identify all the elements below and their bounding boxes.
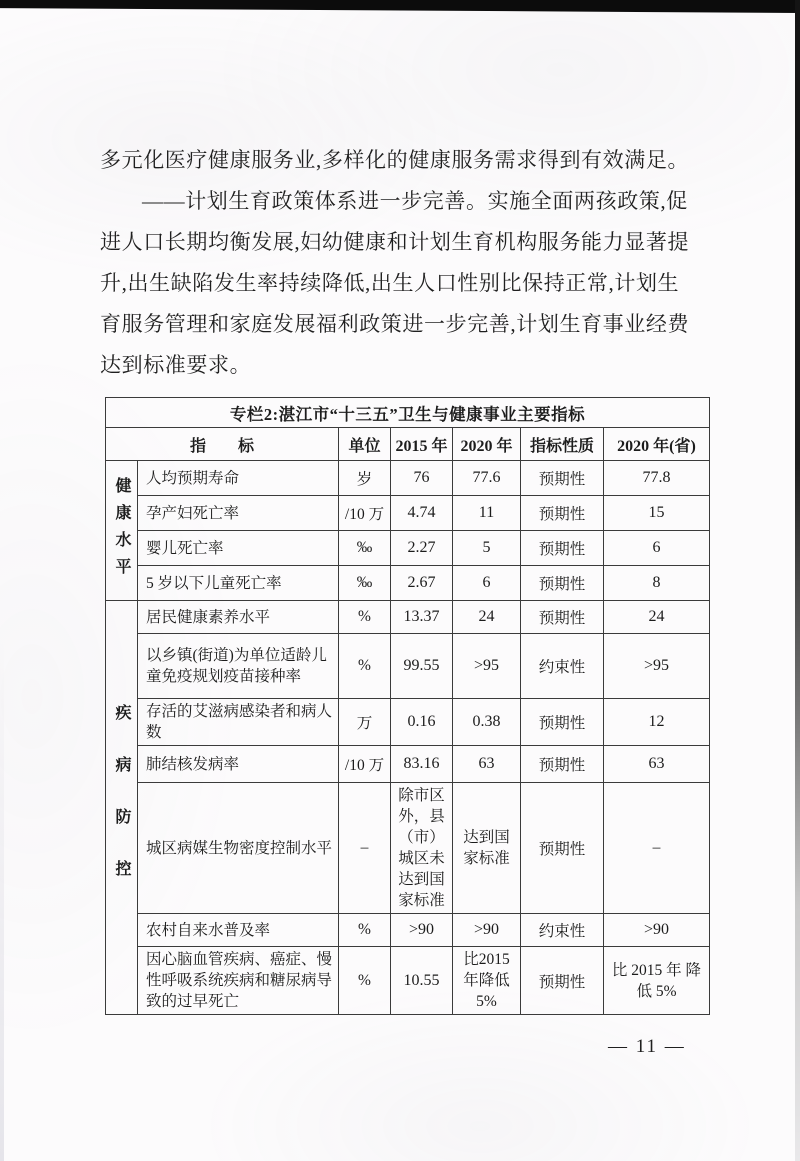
cell-indicator: 孕产妇死亡率 <box>138 496 339 531</box>
cell-province: 24 <box>604 601 710 634</box>
table-header-row <box>106 428 710 461</box>
table-row <box>106 531 710 566</box>
cell-province: 8 <box>604 566 710 601</box>
group-label: 疾病防控 <box>113 703 130 912</box>
cell-unit: ‰ <box>339 531 391 566</box>
cell-2015: >90 <box>391 914 453 947</box>
cell-2015: 10.55 <box>391 947 453 1015</box>
cell-indicator: 居民健康素养水平 <box>138 601 339 634</box>
cell-2015: 99.55 <box>391 634 453 699</box>
cell-2015: 13.37 <box>391 601 453 634</box>
cell-2015: 76 <box>391 461 453 496</box>
header-indicator: 指 标 <box>106 428 339 461</box>
cell-nature: 约束性 <box>521 914 604 947</box>
body-text <box>100 140 716 386</box>
cell-indicator: 以乡镇(街道)为单位适龄儿童免疫规划疫苗接种率 <box>138 634 339 699</box>
table-title-row <box>106 398 710 428</box>
cell-nature: 预期性 <box>521 746 604 783</box>
body-line: 育服务管理和家庭发展福利政策进一步完善,计划生育事业经费 <box>100 312 690 336</box>
cell-2020: 比2015 年降低 5% <box>453 947 521 1015</box>
cell-unit: % <box>339 601 391 634</box>
cell-province: 63 <box>604 746 710 783</box>
scan-artifact-top-edge <box>0 0 800 13</box>
table-row <box>106 947 710 1015</box>
cell-2020: 0.38 <box>453 699 521 746</box>
cell-2020: 77.6 <box>453 461 521 496</box>
cell-2015: 2.27 <box>391 531 453 566</box>
cell-province: 15 <box>604 496 710 531</box>
cell-2015: 4.74 <box>391 496 453 531</box>
group-cell-disease-control <box>106 601 138 1015</box>
cell-province: >95 <box>604 634 710 699</box>
cell-indicator: 婴儿死亡率 <box>138 531 339 566</box>
cell-province: – <box>604 783 710 914</box>
cell-unit: % <box>339 634 391 699</box>
cell-nature: 预期性 <box>521 699 604 746</box>
table-row <box>106 461 710 496</box>
cell-indicator: 存活的艾滋病感染者和病人数 <box>138 699 339 746</box>
page-number: — 11 — <box>608 1036 686 1057</box>
body-line: 达到标准要求。 <box>100 353 252 377</box>
cell-2015: 83.16 <box>391 746 453 783</box>
body-line: 进人口长期均衡发展,妇幼健康和计划生育机构服务能力显著提 <box>100 230 690 254</box>
body-line: 多元化医疗健康服务业,多样化的健康服务需求得到有效满足。 <box>100 148 690 172</box>
table-row <box>106 496 710 531</box>
group-label: 健康水平 <box>113 476 130 585</box>
cell-unit: ‰ <box>339 566 391 601</box>
table-row <box>106 699 710 746</box>
cell-2020: 6 <box>453 566 521 601</box>
cell-province: 77.8 <box>604 461 710 496</box>
cell-unit: % <box>339 914 391 947</box>
cell-2015: 2.67 <box>391 566 453 601</box>
header-2020: 2020 年 <box>453 428 521 461</box>
cell-indicator: 人均预期寿命 <box>138 461 339 496</box>
scan-artifact-left-edge <box>0 639 4 1161</box>
cell-unit: 岁 <box>339 461 391 496</box>
header-unit: 单位 <box>339 428 391 461</box>
cell-2015: 除市区外，县（市）城区未达到国家标准 <box>391 783 453 914</box>
cell-nature: 约束性 <box>521 634 604 699</box>
cell-province: 12 <box>604 699 710 746</box>
table-title: 专栏2:湛江市“十三五”卫生与健康事业主要指标 <box>106 398 710 428</box>
table-row <box>106 601 710 634</box>
table-row <box>106 566 710 601</box>
cell-2020: >95 <box>453 634 521 699</box>
body-line: 升,出生缺陷发生率持续降低,出生人口性别比保持正常,计划生 <box>100 271 680 295</box>
cell-nature: 预期性 <box>521 947 604 1015</box>
cell-2020: 11 <box>453 496 521 531</box>
cell-nature: 预期性 <box>521 531 604 566</box>
cell-2020: 24 <box>453 601 521 634</box>
table-row <box>106 914 710 947</box>
cell-nature: 预期性 <box>521 461 604 496</box>
cell-province: 比 2015 年 降低 5% <box>604 947 710 1015</box>
cell-indicator: 城区病媒生物密度控制水平 <box>138 783 339 914</box>
cell-2015: 0.16 <box>391 699 453 746</box>
cell-indicator: 农村自来水普及率 <box>138 914 339 947</box>
cell-unit: 万 <box>339 699 391 746</box>
group-cell-health-level <box>106 461 138 601</box>
cell-nature: 预期性 <box>521 783 604 914</box>
cell-province: >90 <box>604 914 710 947</box>
scan-artifact-right-edge <box>795 0 800 1161</box>
cell-nature: 预期性 <box>521 601 604 634</box>
cell-nature: 预期性 <box>521 496 604 531</box>
table-row <box>106 783 710 914</box>
cell-2020: >90 <box>453 914 521 947</box>
cell-2020: 5 <box>453 531 521 566</box>
cell-unit: % <box>339 947 391 1015</box>
cell-indicator: 5 岁以下儿童死亡率 <box>138 566 339 601</box>
cell-nature: 预期性 <box>521 566 604 601</box>
table-row <box>106 634 710 699</box>
cell-indicator: 肺结核发病率 <box>138 746 339 783</box>
header-2015: 2015 年 <box>391 428 453 461</box>
cell-province: 6 <box>604 531 710 566</box>
cell-unit: /10 万 <box>339 746 391 783</box>
cell-unit: /10 万 <box>339 496 391 531</box>
indicator-table <box>105 397 710 1015</box>
cell-indicator: 因心脑血管疾病、癌症、慢性呼吸系统疾病和糖尿病导致的过早死亡 <box>138 947 339 1015</box>
header-nature: 指标性质 <box>521 428 604 461</box>
table-row <box>106 746 710 783</box>
cell-unit: – <box>339 783 391 914</box>
body-line: ——计划生育政策体系进一步完善。实施全面两孩政策,促 <box>142 189 688 213</box>
header-province: 2020 年(省) <box>604 428 710 461</box>
cell-2020: 63 <box>453 746 521 783</box>
cell-2020: 达到国家标准 <box>453 783 521 914</box>
